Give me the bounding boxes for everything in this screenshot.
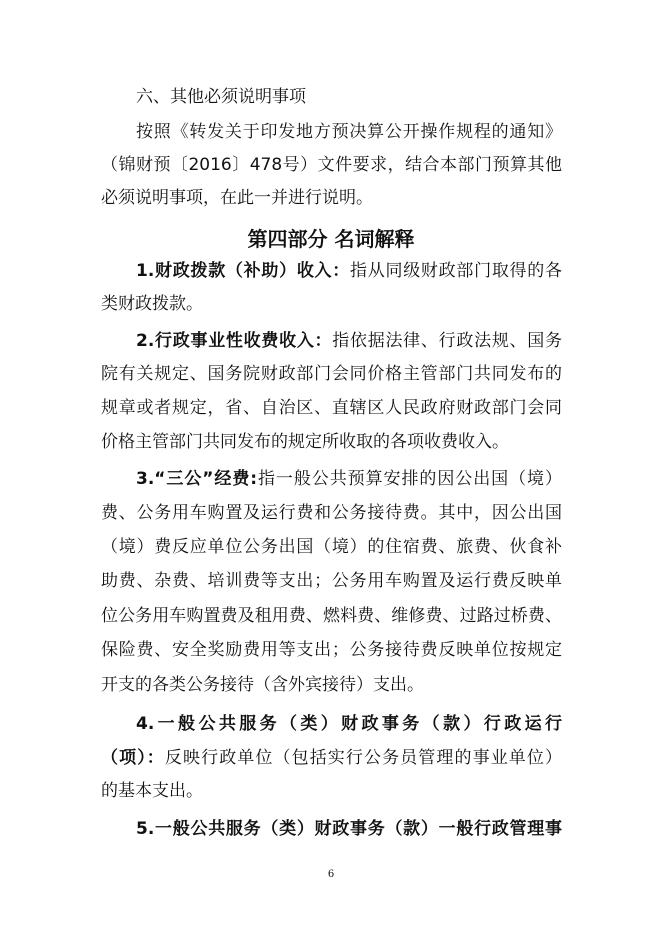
line-text: 费、公务用车购置及运行费和公务接待费。其中，因公出国 xyxy=(101,503,562,523)
text-line xyxy=(136,120,562,144)
text-line xyxy=(101,746,562,770)
line-text: 开支的各类公务接待（含外宾接待）支出。 xyxy=(101,675,424,695)
section-heading: 六、其他必须说明事项 xyxy=(136,87,306,107)
term-label: 2.行政事业性收费收入： xyxy=(136,331,333,351)
line-text: 规章或者规定，省、自治区、直辖区人民政府财政部门会同 xyxy=(101,398,562,418)
text-line xyxy=(101,779,562,803)
part-title: 第四部分 名词解释 xyxy=(247,227,415,251)
text-line xyxy=(136,467,562,491)
line-text: 必须说明事项，在此一并进行说明。 xyxy=(101,188,373,208)
term-label: 5.一般公共服务（类）财政事务（款）一般行政管理事 xyxy=(136,819,562,839)
text-line xyxy=(136,712,562,736)
text-line xyxy=(101,396,562,420)
term-label: 4.一般公共服务（类）财政事务（款）行政运行 xyxy=(136,714,562,734)
line-text: 院有关规定、国务院财政部门会同价格主管部门共同发布的 xyxy=(101,364,562,384)
line-text: 指从同级财政部门取得的各 xyxy=(350,261,563,281)
text-line xyxy=(101,638,562,662)
line-text: 助费、杂费、培训费等支出；公务用车购置及运行费反映单 xyxy=(101,571,562,591)
term-label: （项）： xyxy=(101,748,165,768)
line-text: 的基本支出。 xyxy=(101,781,203,801)
text-line xyxy=(101,292,562,316)
text-line xyxy=(101,569,562,593)
text-line xyxy=(101,153,562,177)
text-line xyxy=(101,535,562,559)
text-line xyxy=(101,362,562,386)
line-text: 反映行政单位（包括实行公务员管理的事业单位） xyxy=(164,748,563,768)
page-number: 6 xyxy=(327,869,335,880)
text-line xyxy=(136,329,562,353)
text-line xyxy=(136,817,562,841)
line-text: 位公务用车购置费及租用费、燃料费、维修费、过路过桥费、 xyxy=(101,606,562,626)
text-line xyxy=(101,673,562,697)
line-text: 价格主管部门共同发布的规定所收取的各项收费收入。 xyxy=(101,432,509,452)
line-text: 按照《转发关于印发地方预决算公开操作规程的通知》 xyxy=(136,122,562,142)
line-text: 类财政拨款。 xyxy=(101,294,203,314)
text-line xyxy=(136,259,562,283)
text-line xyxy=(101,604,562,628)
line-text: （锦财预〔2016〕478号）文件要求，结合本部门预算其他 xyxy=(101,155,562,175)
text-line xyxy=(101,186,562,210)
text-line xyxy=(101,501,562,525)
text-line xyxy=(101,430,562,454)
term-label: 3.“三公”经费: xyxy=(136,469,258,489)
line-text: （境）费反应单位公务出国（境）的住宿费、旅费、伙食补 xyxy=(101,537,562,557)
line-text: 保险费、安全奖励费用等支出；公务接待费反映单位按规定 xyxy=(101,640,562,660)
term-label: 1.财政拨款（补助）收入： xyxy=(136,261,351,281)
line-text: 指依据法律、行政法规、国务 xyxy=(332,331,562,351)
line-text: 指一般公共预算安排的因公出国（境） xyxy=(257,469,562,489)
